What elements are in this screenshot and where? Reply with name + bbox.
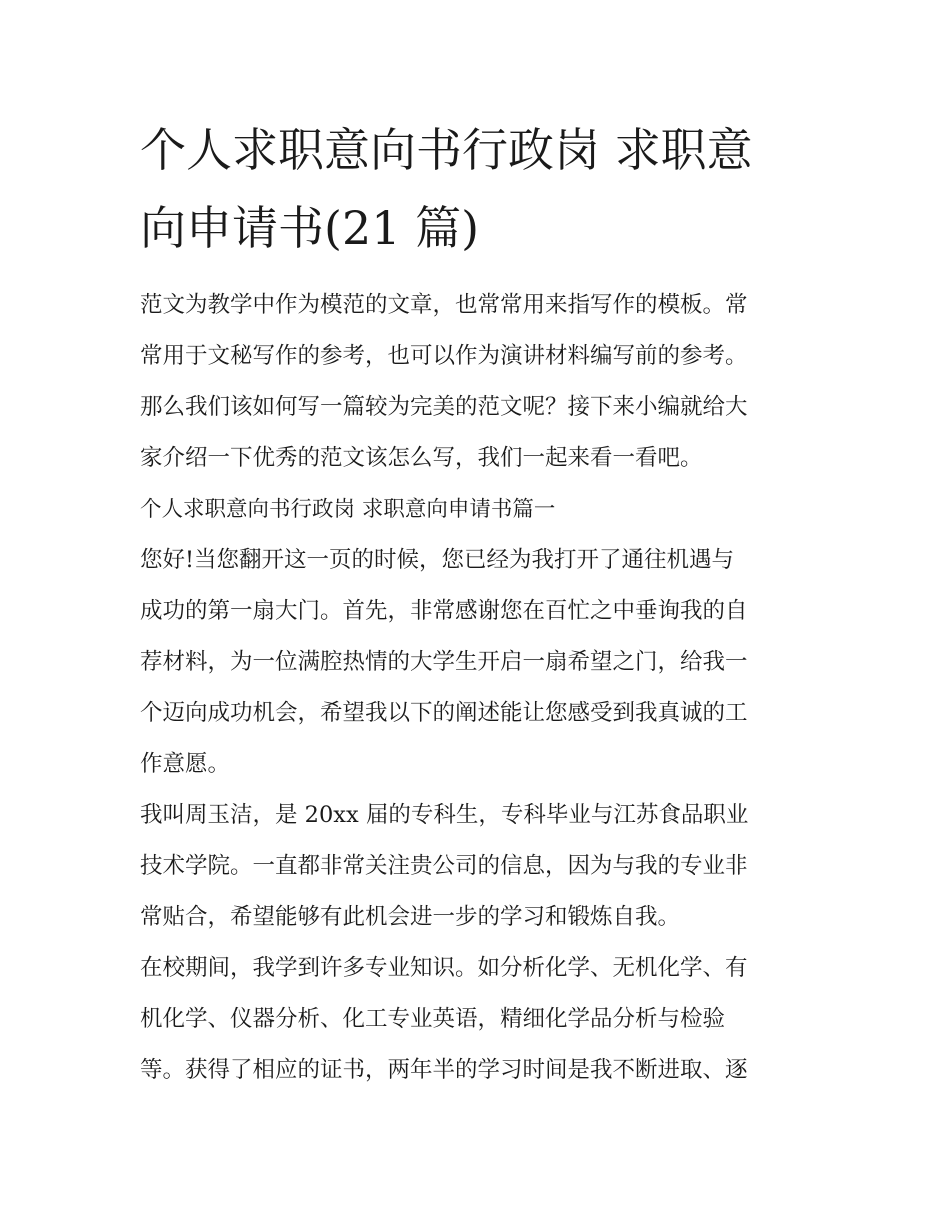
body-line-8: 荐材料，为一位满腔热情的大学生开启一扇希望之门，给我一 xyxy=(140,649,748,675)
body-line-7: 成功的第一扇大门。首先，非常感谢您在百忙之中垂询我的自 xyxy=(140,598,748,624)
body-line-4: 家介绍一下优秀的范文该怎么写，我们一起来看一看吧。 xyxy=(140,445,703,471)
body-line-16: 等。获得了相应的证书，两年半的学习时间是我不断进取、逐 xyxy=(140,1057,748,1083)
body-line-11: 我叫周玉洁，是 20xx 届的专科生，专科毕业与江苏食品职业 xyxy=(140,802,749,828)
section-heading: 个人求职意向书行政岗 求职意向申请书篇一 xyxy=(140,497,556,522)
body-line-12: 技术学院。一直都非常关注贵公司的信息，因为与我的专业非 xyxy=(140,853,748,879)
document-title xyxy=(140,111,820,267)
document-body xyxy=(140,280,820,1096)
title-line-2: 向申请书(21 篇) xyxy=(140,201,480,255)
body-line-9: 个迈向成功机会，希望我以下的阐述能让您感受到我真诚的工 xyxy=(140,700,748,726)
body-line-2: 常用于文秘写作的参考，也可以作为演讲材料编写前的参考。 xyxy=(140,343,748,369)
title-line-1: 个人求职意向书行政岗 求职意 xyxy=(140,123,753,177)
body-line-14: 在校期间，我学到许多专业知识。如分析化学、无机化学、有 xyxy=(140,955,748,981)
body-line-3: 那么我们该如何写一篇较为完美的范文呢？接下来小编就给大 xyxy=(140,394,748,420)
body-line-15: 机化学、仪器分析、化工专业英语，精细化学品分析与检验 xyxy=(140,1006,726,1032)
body-line-1: 范文为教学中作为模范的文章，也常常用来指写作的模板。常 xyxy=(140,292,748,318)
body-line-6: 您好!当您翻开这一页的时候，您已经为我打开了通往机遇与 xyxy=(140,547,735,573)
body-line-10: 作意愿。 xyxy=(140,751,231,777)
body-line-13: 常贴合，希望能够有此机会进一步的学习和锻炼自我。 xyxy=(140,904,681,930)
